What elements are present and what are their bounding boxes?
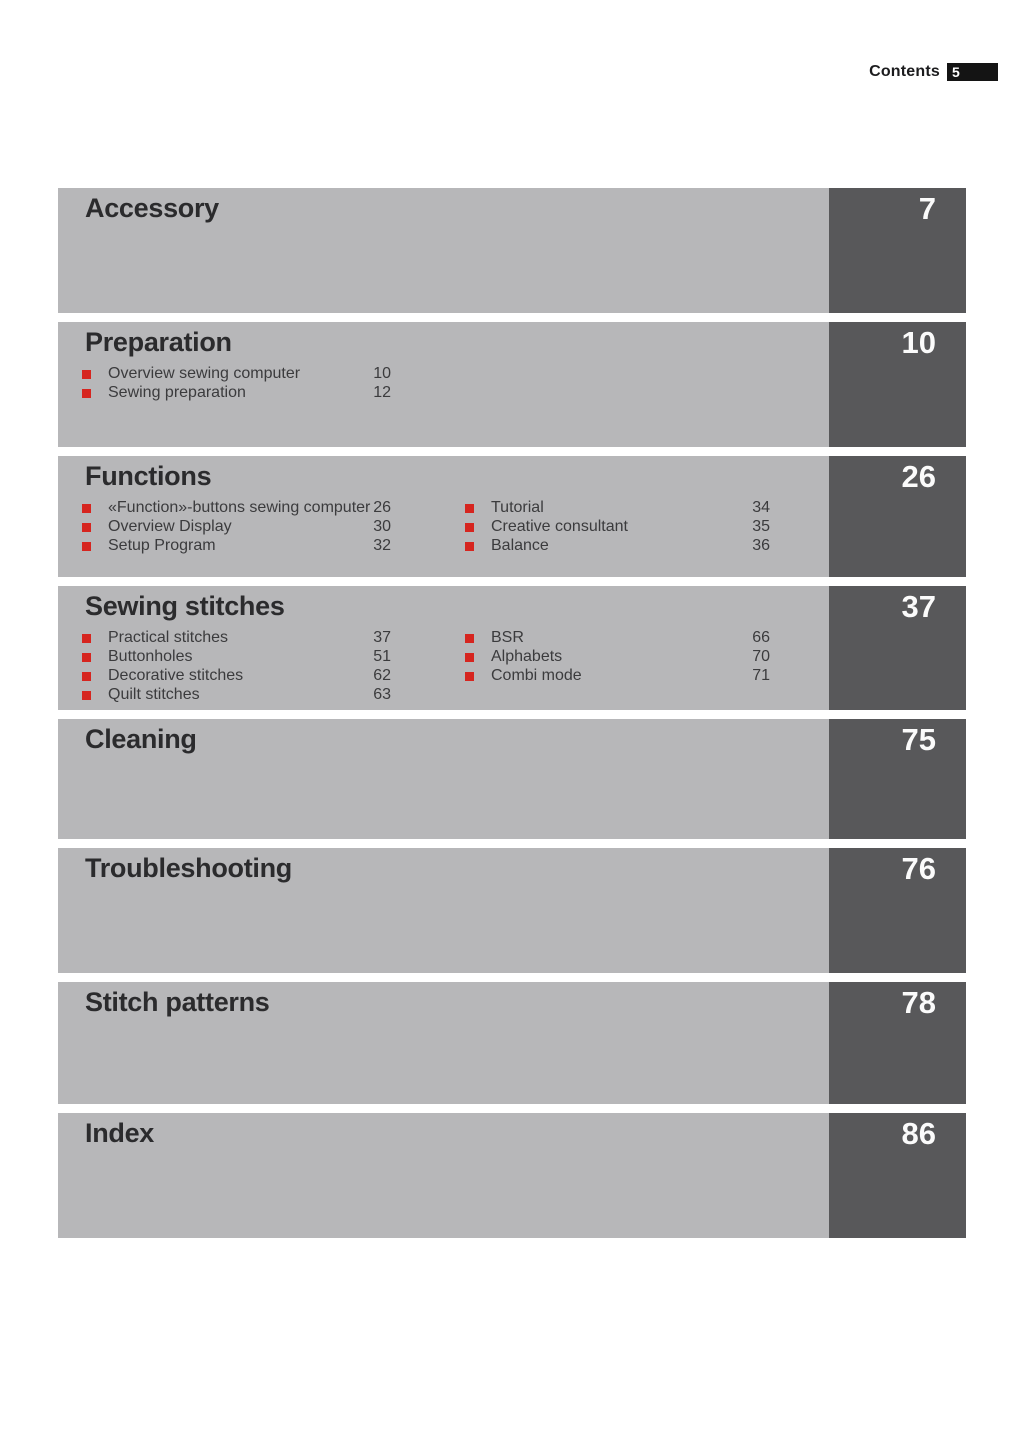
- section-column-2: [465, 628, 770, 704]
- bullet-square-icon: [82, 542, 91, 551]
- toc-item-label: Balance: [491, 537, 549, 554]
- toc-item-page: 32: [373, 537, 391, 554]
- toc-item: [465, 647, 770, 666]
- bullet-square-icon: [82, 672, 91, 681]
- toc-item-page: 70: [752, 648, 770, 665]
- toc-item-page: 10: [373, 365, 391, 382]
- toc-item-label: Tutorial: [491, 499, 544, 516]
- section-columns: [82, 364, 829, 402]
- table-of-contents: [58, 188, 966, 1247]
- toc-item: [82, 517, 391, 536]
- bullet-square-icon: [82, 634, 91, 643]
- bullet-square-icon: [465, 634, 474, 643]
- toc-item-page: 66: [752, 629, 770, 646]
- section-page-box: [829, 188, 966, 313]
- toc-item-page: 35: [752, 518, 770, 535]
- toc-item: [82, 364, 391, 383]
- section-columns: [82, 498, 829, 555]
- toc-section-preparation: [58, 322, 966, 447]
- toc-section-sewing-stitches: [58, 586, 966, 710]
- toc-item: [465, 498, 770, 517]
- toc-item-page: 12: [373, 384, 391, 401]
- page-number-badge: [947, 63, 998, 81]
- toc-item: [465, 628, 770, 647]
- section-column-1: [82, 364, 391, 402]
- section-page-number: 86: [901, 1116, 936, 1151]
- page-number: 5: [952, 64, 960, 80]
- section-title: Preparation: [85, 327, 232, 357]
- section-page-box: [829, 322, 966, 447]
- toc-item-label: Alphabets: [491, 648, 563, 665]
- toc-item-page: 71: [752, 667, 770, 684]
- section-title: Troubleshooting: [85, 853, 292, 883]
- toc-item: [82, 647, 391, 666]
- toc-item-label: Quilt stitches: [108, 686, 200, 703]
- bullet-square-icon: [82, 523, 91, 532]
- section-page-box: [829, 719, 966, 839]
- bullet-square-icon: [82, 389, 91, 398]
- bullet-square-icon: [82, 691, 91, 700]
- section-title: Sewing stitches: [85, 591, 285, 621]
- section-body: [58, 586, 829, 710]
- page-header: [869, 63, 998, 81]
- toc-item-label: Decorative stitches: [108, 667, 244, 684]
- toc-item-label: Setup Program: [108, 537, 216, 554]
- toc-item-page: 26: [373, 499, 391, 516]
- toc-item: [82, 628, 391, 647]
- bullet-square-icon: [465, 542, 474, 551]
- section-title: Cleaning: [85, 724, 197, 754]
- toc-item: [82, 498, 391, 517]
- bullet-square-icon: [82, 370, 91, 379]
- toc-section-stitch-patterns: [58, 982, 966, 1104]
- toc-section-accessory: [58, 188, 966, 313]
- section-body: [58, 322, 829, 447]
- toc-item-page: 37: [373, 629, 391, 646]
- toc-item-label: Overview Display: [108, 518, 232, 535]
- section-page-box: [829, 982, 966, 1104]
- toc-item-page: 30: [373, 518, 391, 535]
- section-title: Accessory: [85, 193, 219, 223]
- toc-item-page: 36: [752, 537, 770, 554]
- toc-item-label: BSR: [491, 629, 524, 646]
- section-body: [58, 719, 829, 839]
- toc-item-label: «Function»-buttons sewing computer: [108, 499, 371, 516]
- bullet-square-icon: [465, 523, 474, 532]
- toc-item-label: Buttonholes: [108, 648, 193, 665]
- section-page-box: [829, 586, 966, 710]
- bullet-square-icon: [82, 504, 91, 513]
- section-body: [58, 456, 829, 577]
- section-page-number: 76: [901, 851, 936, 886]
- toc-item-page: 34: [752, 499, 770, 516]
- section-body: [58, 982, 829, 1104]
- contents-heading: Contents: [869, 63, 940, 80]
- section-page-box: [829, 848, 966, 973]
- toc-section-functions: [58, 456, 966, 577]
- section-column-1: [82, 498, 391, 555]
- toc-item-page: 51: [373, 648, 391, 665]
- section-page-number: 10: [901, 325, 936, 360]
- section-title: Stitch patterns: [85, 987, 270, 1017]
- bullet-square-icon: [465, 653, 474, 662]
- toc-item: [82, 383, 391, 402]
- toc-item: [82, 685, 391, 704]
- bullet-square-icon: [465, 672, 474, 681]
- section-page-number: 26: [901, 459, 936, 494]
- section-title: Index: [85, 1118, 155, 1148]
- toc-item-label: Overview sewing computer: [108, 365, 301, 382]
- section-title: Functions: [85, 461, 212, 491]
- toc-item: [465, 536, 770, 555]
- toc-item-label: Practical stitches: [108, 629, 229, 646]
- toc-item-label: Sewing preparation: [108, 384, 246, 401]
- section-column-1: [82, 628, 391, 704]
- toc-item-page: 63: [373, 686, 391, 703]
- section-page-number: 7: [918, 191, 936, 226]
- toc-section-index: [58, 1113, 966, 1238]
- toc-item: [465, 517, 770, 536]
- toc-item: [82, 536, 391, 555]
- toc-item-page: 62: [373, 667, 391, 684]
- toc-item: [465, 666, 770, 685]
- bullet-square-icon: [82, 653, 91, 662]
- toc-item-label: Creative consultant: [491, 518, 628, 535]
- section-page-number: 75: [901, 722, 936, 757]
- section-page-number: 37: [901, 589, 936, 624]
- section-page-box: [829, 1113, 966, 1238]
- bullet-square-icon: [465, 504, 474, 513]
- section-page-number: 78: [901, 985, 936, 1020]
- section-body: [58, 848, 829, 973]
- section-column-2: [465, 498, 770, 555]
- section-columns: [82, 628, 829, 704]
- toc-section-troubleshooting: [58, 848, 966, 973]
- toc-item: [82, 666, 391, 685]
- section-body: [58, 1113, 829, 1238]
- toc-item-label: Combi mode: [491, 667, 582, 684]
- toc-section-cleaning: [58, 719, 966, 839]
- section-body: [58, 188, 829, 313]
- section-page-box: [829, 456, 966, 577]
